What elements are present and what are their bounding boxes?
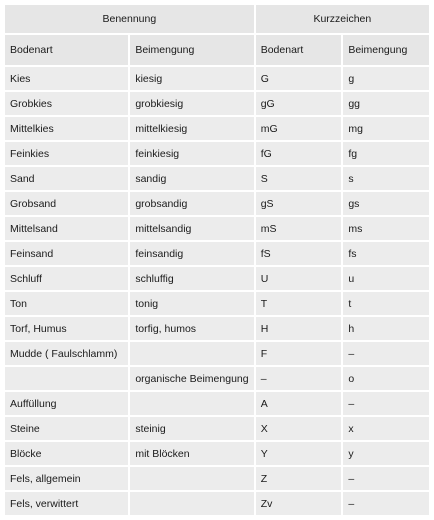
cell-kurz-bodenart: H (256, 317, 342, 340)
table-row (5, 292, 429, 315)
cell-kurz-bodenart: gG (256, 92, 342, 115)
cell-bodenart: Feinkies (5, 142, 128, 165)
cell-kurz-bodenart: fS (256, 242, 342, 265)
table-body (5, 67, 429, 515)
soil-classification-table (3, 3, 431, 517)
column-header-beimengung: Beimengung (130, 35, 253, 65)
cell-beimengung: sandig (130, 167, 253, 190)
table-header (5, 5, 429, 65)
cell-kurz-beimengung: t (343, 292, 429, 315)
cell-kurz-beimengung: x (343, 417, 429, 440)
cell-bodenart: Fels, allgemein (5, 467, 128, 490)
cell-kurz-bodenart: U (256, 267, 342, 290)
cell-kurz-beimengung: – (343, 467, 429, 490)
cell-beimengung: grobkiesig (130, 92, 253, 115)
cell-beimengung: feinsandig (130, 242, 253, 265)
cell-beimengung (130, 342, 253, 365)
cell-kurz-beimengung: gs (343, 192, 429, 215)
cell-beimengung (130, 392, 253, 415)
cell-bodenart: Sand (5, 167, 128, 190)
cell-beimengung: mittelsandig (130, 217, 253, 240)
cell-beimengung: mittelkiesig (130, 117, 253, 140)
cell-kurz-beimengung: u (343, 267, 429, 290)
header-column-row (5, 35, 429, 65)
table-row (5, 392, 429, 415)
cell-bodenart: Auffüllung (5, 392, 128, 415)
table-row (5, 467, 429, 490)
table-row (5, 217, 429, 240)
cell-kurz-bodenart: Z (256, 467, 342, 490)
column-header-bodenart: Bodenart (5, 35, 128, 65)
table-row (5, 92, 429, 115)
cell-kurz-beimengung: fg (343, 142, 429, 165)
cell-kurz-beimengung: s (343, 167, 429, 190)
cell-kurz-bodenart: mG (256, 117, 342, 140)
cell-bodenart: Feinsand (5, 242, 128, 265)
cell-beimengung: tonig (130, 292, 253, 315)
cell-kurz-bodenart: gS (256, 192, 342, 215)
column-header-kurz-bodenart: Bodenart (256, 35, 342, 65)
table-row (5, 442, 429, 465)
table-row (5, 192, 429, 215)
cell-beimengung: mit Blöcken (130, 442, 253, 465)
cell-kurz-bodenart: fG (256, 142, 342, 165)
cell-kurz-bodenart: X (256, 417, 342, 440)
cell-kurz-bodenart: F (256, 342, 342, 365)
cell-bodenart: Ton (5, 292, 128, 315)
cell-kurz-beimengung: – (343, 492, 429, 515)
table-row (5, 142, 429, 165)
cell-kurz-beimengung: h (343, 317, 429, 340)
cell-kurz-beimengung: fs (343, 242, 429, 265)
table-row (5, 267, 429, 290)
table-row (5, 242, 429, 265)
table-row (5, 67, 429, 90)
cell-kurz-beimengung: – (343, 342, 429, 365)
cell-kurz-beimengung: y (343, 442, 429, 465)
table-row (5, 317, 429, 340)
cell-beimengung: torfig, humos (130, 317, 253, 340)
cell-beimengung (130, 492, 253, 515)
cell-bodenart: Mittelkies (5, 117, 128, 140)
cell-beimengung: kiesig (130, 67, 253, 90)
cell-bodenart: Steine (5, 417, 128, 440)
cell-beimengung: feinkiesig (130, 142, 253, 165)
column-header-kurz-beimengung: Beimengung (343, 35, 429, 65)
cell-beimengung: steinig (130, 417, 253, 440)
cell-beimengung: grobsandig (130, 192, 253, 215)
cell-kurz-beimengung: g (343, 67, 429, 90)
cell-kurz-beimengung: – (343, 392, 429, 415)
table-row (5, 417, 429, 440)
table-row (5, 367, 429, 390)
cell-kurz-bodenart: A (256, 392, 342, 415)
table-row (5, 167, 429, 190)
cell-kurz-bodenart: mS (256, 217, 342, 240)
group-header-benennung: Benennung (5, 5, 254, 33)
cell-bodenart: Grobsand (5, 192, 128, 215)
table-row (5, 492, 429, 515)
cell-bodenart: Torf, Humus (5, 317, 128, 340)
group-header-kurzzeichen: Kurzzeichen (256, 5, 429, 33)
table-row (5, 342, 429, 365)
cell-bodenart: Kies (5, 67, 128, 90)
cell-kurz-bodenart: Y (256, 442, 342, 465)
cell-bodenart: Mudde ( Faulschlamm) (5, 342, 128, 365)
cell-beimengung: organische Beimengung (130, 367, 253, 390)
cell-bodenart: Mittelsand (5, 217, 128, 240)
cell-kurz-beimengung: gg (343, 92, 429, 115)
cell-bodenart: Fels, verwittert (5, 492, 128, 515)
table-row (5, 117, 429, 140)
cell-bodenart: Blöcke (5, 442, 128, 465)
cell-kurz-bodenart: T (256, 292, 342, 315)
header-group-row (5, 5, 429, 33)
cell-kurz-bodenart: S (256, 167, 342, 190)
cell-beimengung (130, 467, 253, 490)
cell-kurz-beimengung: ms (343, 217, 429, 240)
cell-bodenart: Grobkies (5, 92, 128, 115)
cell-kurz-beimengung: o (343, 367, 429, 390)
cell-kurz-bodenart: – (256, 367, 342, 390)
cell-bodenart: Schluff (5, 267, 128, 290)
cell-beimengung: schluffig (130, 267, 253, 290)
cell-kurz-beimengung: mg (343, 117, 429, 140)
cell-kurz-bodenart: G (256, 67, 342, 90)
cell-kurz-bodenart: Zv (256, 492, 342, 515)
cell-bodenart (5, 367, 128, 390)
